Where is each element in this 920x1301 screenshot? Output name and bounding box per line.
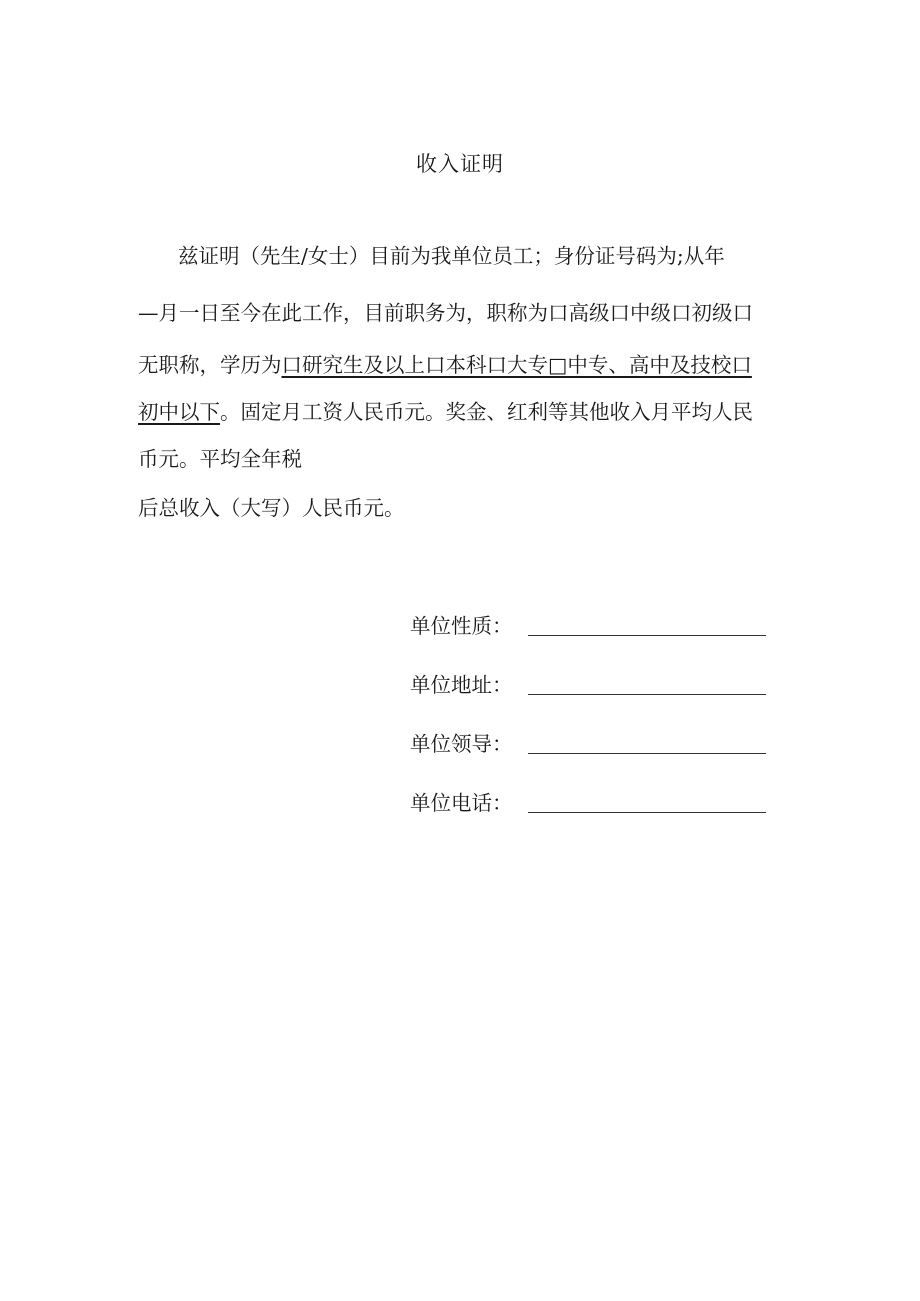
body-line-4-text: 。固定月工资人民币元。奖金、红利等其他收入月平均人民: [220, 400, 753, 424]
body-line-4: [138, 398, 753, 426]
unit-leader-blank[interactable]: [528, 753, 766, 754]
body-line-3-text: 无职称，学历为: [138, 353, 282, 377]
field-label: 单位地址：: [410, 673, 513, 697]
field-label: 单位电话：: [410, 791, 513, 815]
field-unit-address: [410, 671, 770, 701]
unit-phone-blank[interactable]: [528, 812, 766, 813]
field-unit-leader: [410, 730, 770, 760]
body-line-6: 后总收入（大写）人民币元。: [138, 496, 405, 520]
education-options-underlined: 口研究生及以上口本科口大专□中专、高中及技校口: [281, 353, 752, 377]
education-option-below-junior: 初中以下: [138, 400, 220, 424]
unit-address-blank[interactable]: [528, 694, 766, 695]
body-line-1: 兹证明（先生/女士）目前为我单位员工；身份证号码为;从年: [178, 244, 725, 268]
unit-nature-blank[interactable]: [528, 635, 766, 636]
body-line-2: —月一日至今在此工作，目前职务为，职称为口高级口中级口初级口: [138, 301, 753, 325]
field-label: 单位领导：: [410, 732, 513, 756]
field-label: 单位性质：: [410, 614, 513, 638]
field-unit-nature: [410, 612, 770, 642]
field-unit-phone: [410, 789, 770, 819]
document-title: 收入证明: [416, 152, 504, 176]
body-line-3: [138, 351, 752, 379]
body-line-5: 币元。平均全年税: [138, 447, 302, 471]
